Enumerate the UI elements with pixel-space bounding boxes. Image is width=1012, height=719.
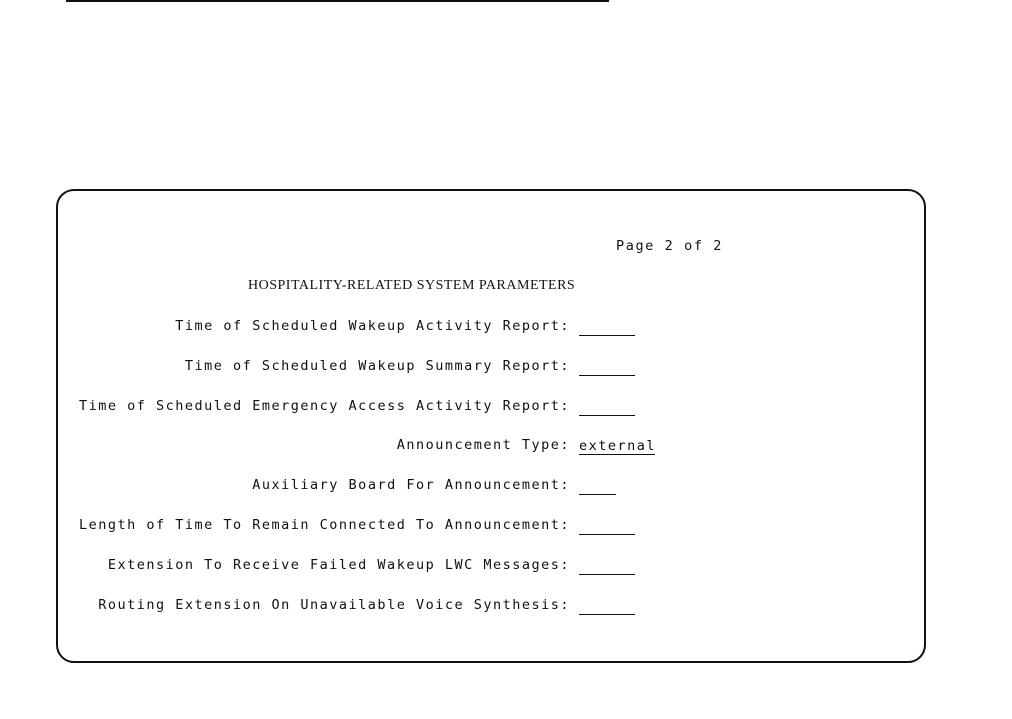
field-row-announcement-type xyxy=(70,437,670,457)
voice-synthesis-routing-input[interactable] xyxy=(579,597,635,615)
wakeup-activity-report-input[interactable] xyxy=(579,318,635,336)
field-row-failed-wakeup-extension xyxy=(70,557,670,577)
emergency-access-report-label: Time of Scheduled Emergency Access Activity Report: xyxy=(78,398,570,414)
announcement-connection-time-input[interactable] xyxy=(579,517,635,535)
field-row-emergency-access-report xyxy=(70,398,670,418)
field-row-wakeup-summary-report xyxy=(70,358,670,378)
emergency-access-report-input[interactable] xyxy=(579,398,635,416)
field-row-auxiliary-board xyxy=(70,477,670,497)
wakeup-activity-report-label: Time of Scheduled Wakeup Activity Report: xyxy=(175,318,570,334)
wakeup-summary-report-label: Time of Scheduled Wakeup Summary Report: xyxy=(184,358,570,374)
auxiliary-board-input[interactable] xyxy=(579,477,616,495)
auxiliary-board-label: Auxiliary Board For Announcement: xyxy=(252,477,570,493)
announcement-type-label: Announcement Type: xyxy=(396,437,570,453)
field-row-announcement-connection-time xyxy=(70,517,670,537)
failed-wakeup-extension-label: Extension To Receive Failed Wakeup LWC Messages: xyxy=(107,557,570,573)
field-row-voice-synthesis-routing xyxy=(70,597,670,617)
announcement-connection-time-label: Length of Time To Remain Connected To Announcement: xyxy=(78,517,570,533)
voice-synthesis-routing-label: Routing Extension On Unavailable Voice Synthesis: xyxy=(98,597,570,613)
announcement-type-input[interactable] xyxy=(579,437,655,455)
form-title: HOSPITALITY-RELATED SYSTEM PARAMETERS xyxy=(248,278,576,293)
top-horizontal-rule xyxy=(66,0,609,2)
failed-wakeup-extension-input[interactable] xyxy=(579,557,635,575)
field-row-wakeup-activity-report xyxy=(70,318,670,338)
terminal-screen-frame xyxy=(56,189,926,663)
wakeup-summary-report-input[interactable] xyxy=(579,358,635,376)
page-indicator: Page 2 of 2 xyxy=(616,238,724,254)
